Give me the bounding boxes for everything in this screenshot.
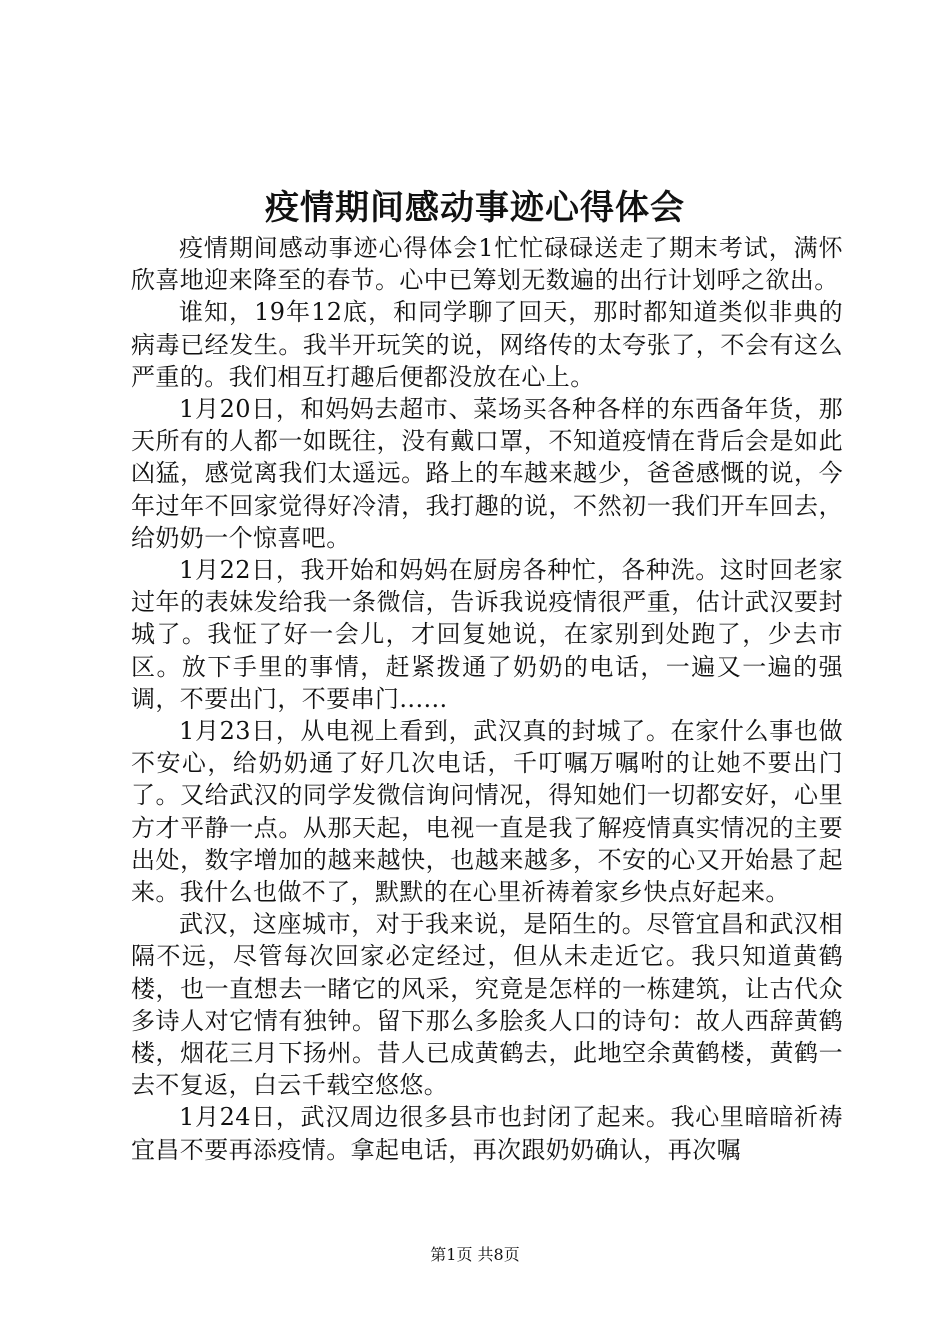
paragraph-6: 武汉，这座城市，对于我来说，是陌生的。尽管宜昌和武汉相隔不远，尽管每次回家必定经过，但从未走近它。我只知道黄鹤楼，也一直想去一睹它的风采，究竟是怎样的一栋建筑，让古代众多诗人对它情有独钟。留下那么多脍炙人口的诗句：故人西辞黄鹤楼，烟花三月下扬州。昔人已成黄鹤去，此地空余黄鹤楼，黄鹤一去不复返，白云千载空悠悠。 [131, 910, 843, 1100]
paragraph-5: 1月23日，从电视上看到，武汉真的封城了。在家什么事也做不安心，给奶奶通了好几次电话，千叮嘱万嘱咐的让她不要出门了。又给武汉的同学发微信询问情况，得知她们一切都安好，心里方才平静一点。从那天起，电视一直是我了解疫情真实情况的主要出处，数字增加的越来越快，也越来越多，不安的心又开始悬了起来。我什么也做不了，默默的在心里祈祷着家乡快点好起来。 [131, 717, 843, 907]
document-body [131, 232, 843, 1166]
paragraph-1: 疫情期间感动事迹心得体会1忙忙碌碌送走了期末考试，满怀欣喜地迎来降至的春节。心中已筹划无数遍的出行计划呼之欲出。 [131, 234, 843, 295]
paragraph-7: 1月24日，武汉周边很多县市也封闭了起来。我心里暗暗祈祷宜昌不要再添疫情。拿起电话，再次跟奶奶确认，再次嘱 [131, 1103, 843, 1164]
document-title: 疫情期间感动事迹心得体会 [265, 188, 685, 228]
page-footer: 第1页 共8页 [430, 1245, 520, 1264]
paragraph-2: 谁知，19年12底，和同学聊了回天，那时都知道类似非典的病毒已经发生。我半开玩笑的说，网络传的太夸张了，不会有这么严重的。我们相互打趣后便都没放在心上。 [131, 298, 843, 391]
paragraph-4: 1月22日，我开始和妈妈在厨房各种忙，各种洗。这时回老家过年的表妹发给我一条微信，告诉我说疫情很严重，估计武汉要封城了。我怔了好一会儿，才回复她说，在家别到处跑了，少去市区。放下手里的事情，赶紧拨通了奶奶的电话，一遍又一遍的强调，不要出门，不要串门...... [131, 556, 843, 713]
paragraph-3: 1月20日，和妈妈去超市、菜场买各种各样的东西备年货，那天所有的人都一如既往，没有戴口罩，不知道疫情在背后会是如此凶猛，感觉离我们太遥远。路上的车越来越少，爸爸感慨的说，今年过年不回家觉得好冷清，我打趣的说，不然初一我们开车回去，给奶奶一个惊喜吧。 [131, 395, 843, 552]
